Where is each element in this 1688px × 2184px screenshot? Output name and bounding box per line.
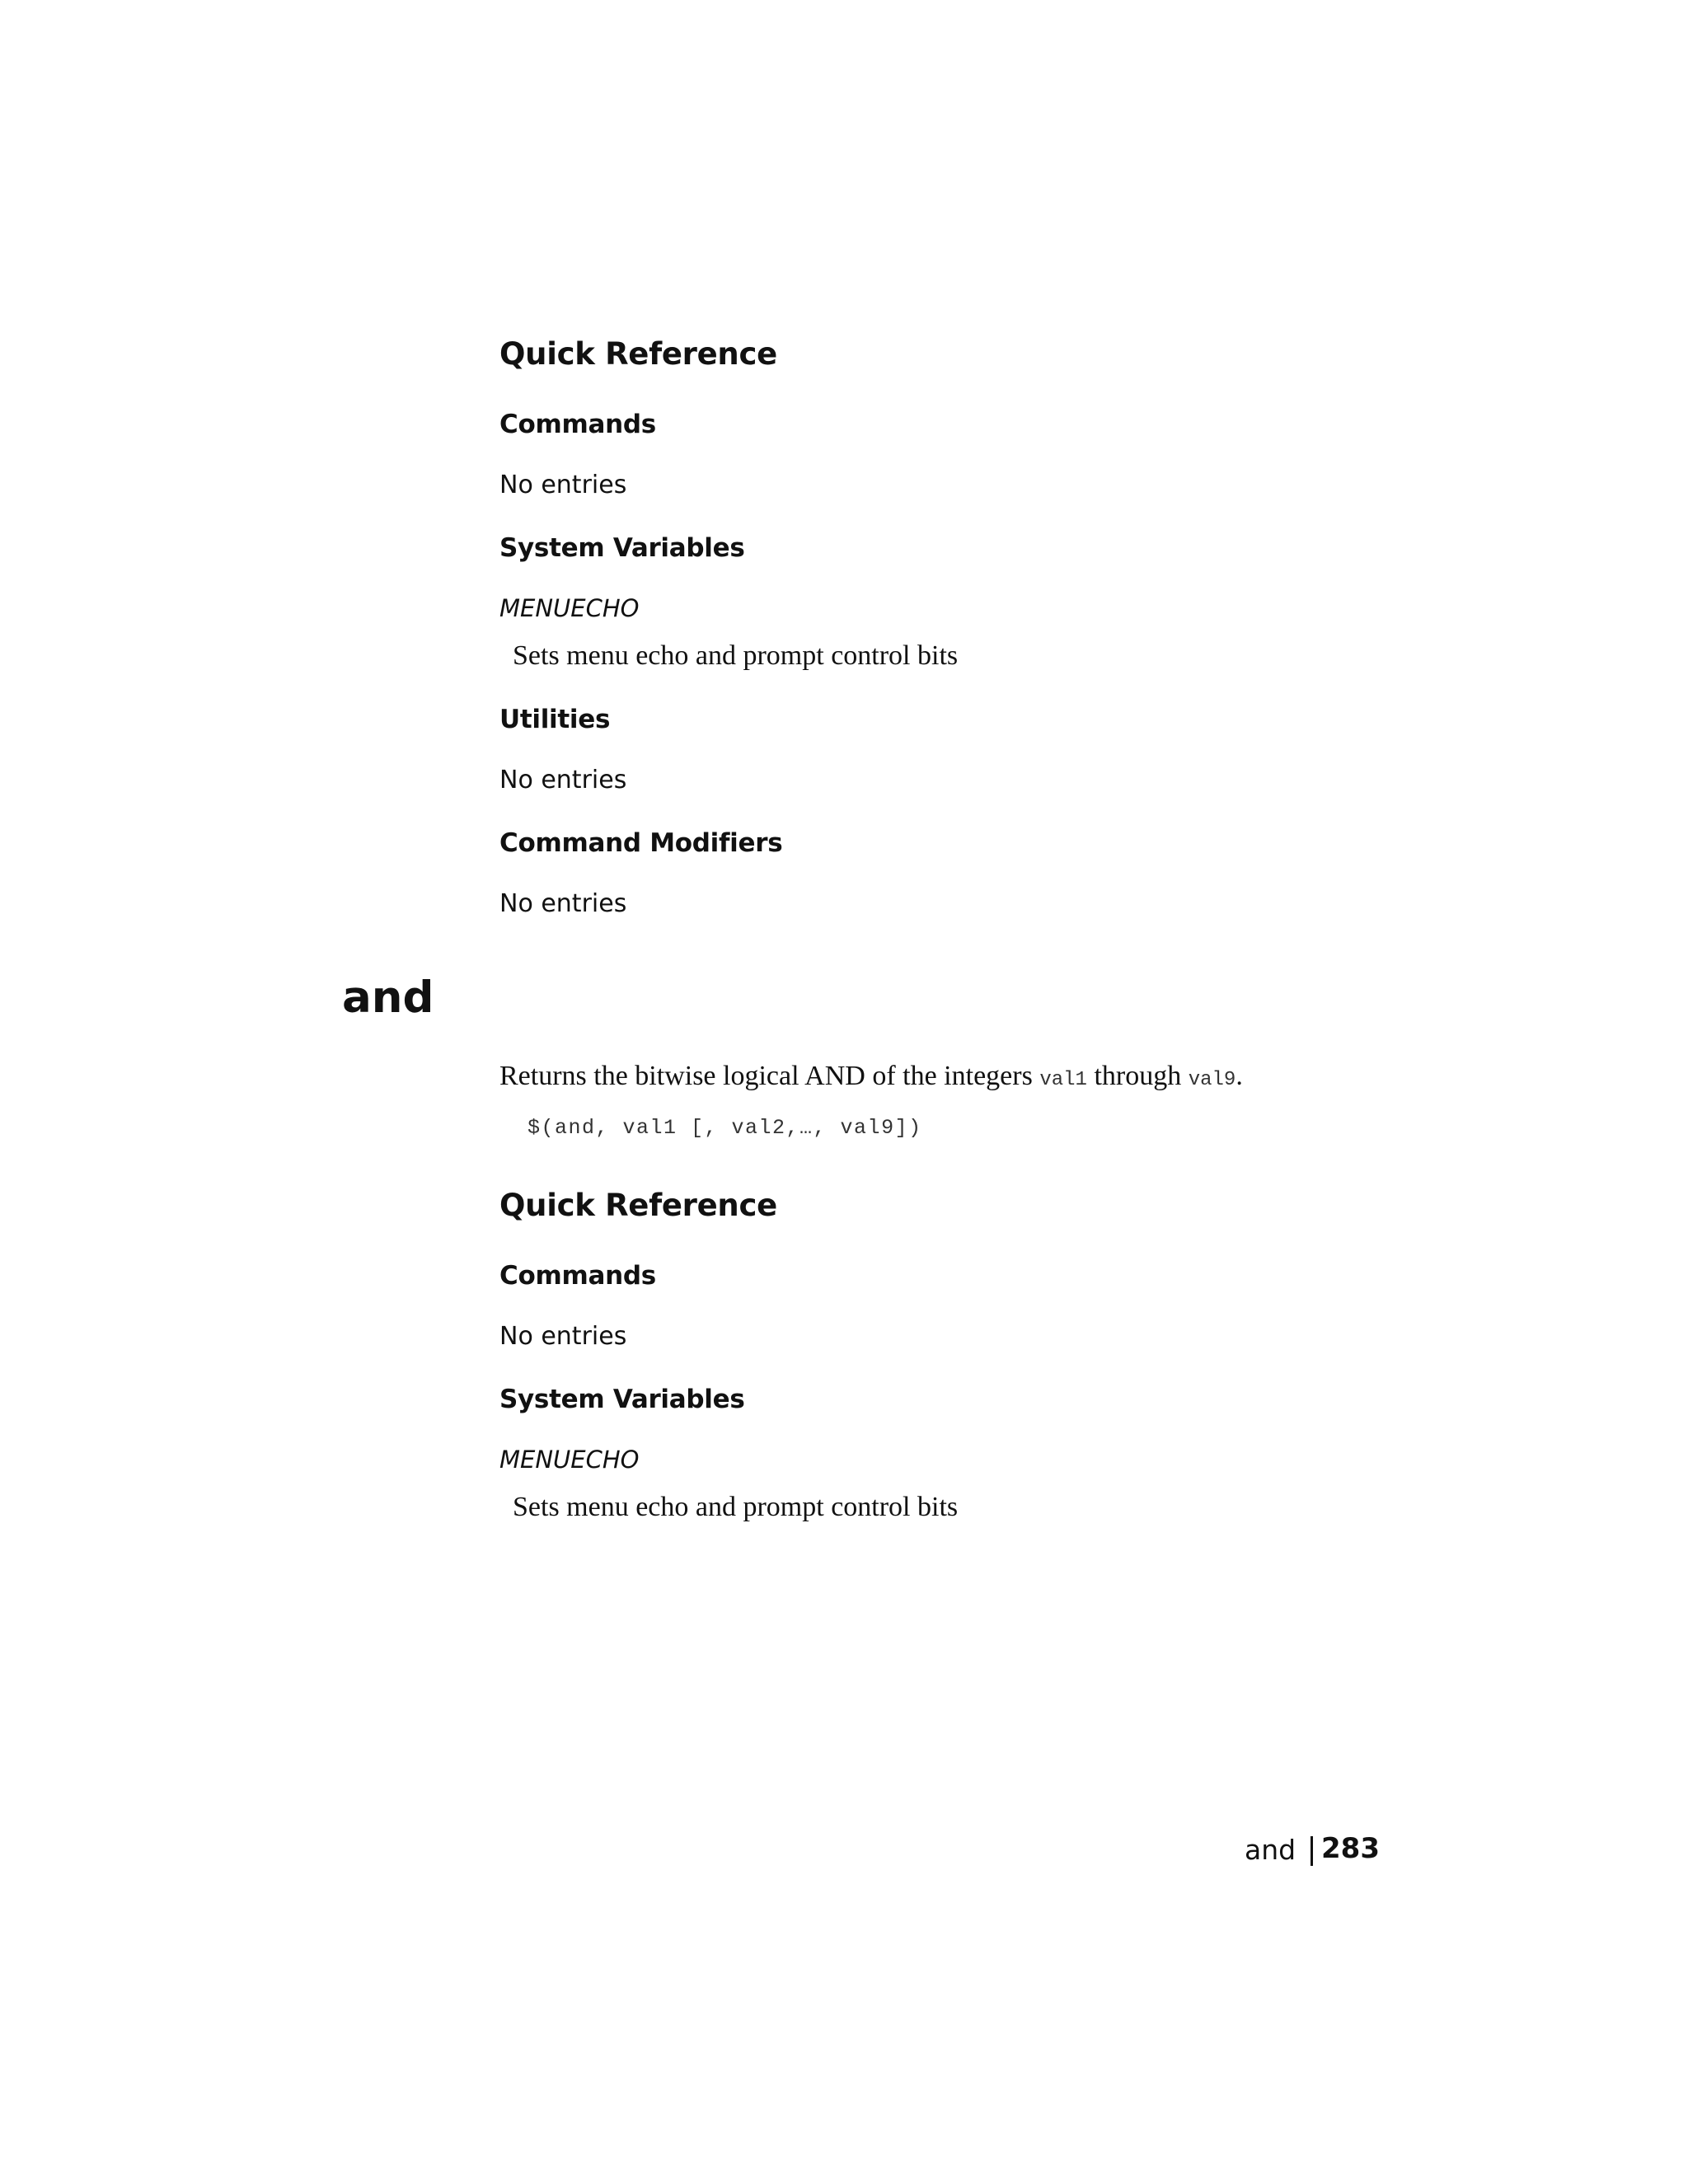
commands-heading: Commands [499, 410, 656, 439]
page-number: 283 [1321, 1832, 1380, 1865]
sysvar-name: MENUECHO [499, 594, 640, 622]
sysvar-description: Sets menu echo and prompt control bits [513, 640, 959, 671]
footer-label: and [1245, 1834, 1296, 1866]
command-modifiers-entry: No entries [499, 889, 627, 918]
commands-heading-2: Commands [499, 1261, 656, 1291]
entry-description [499, 1061, 1243, 1092]
description-text-start: Returns the bitwise logical AND of the integers [499, 1061, 1040, 1091]
utilities-entry: No entries [499, 766, 627, 794]
quick-reference-heading: Quick Reference [499, 336, 777, 372]
syntax-code: $(and, val1 [, val2,…, val9]) [528, 1116, 922, 1140]
commands-entry-2: No entries [499, 1322, 627, 1351]
footer-separator [1311, 1836, 1313, 1866]
sysvar-description-2: Sets menu echo and prompt control bits [513, 1492, 959, 1522]
inline-code-val1: val1 [1039, 1069, 1087, 1091]
command-modifiers-heading: Command Modifiers [499, 828, 783, 858]
entry-title: and [342, 972, 434, 1023]
description-text-middle: through [1086, 1061, 1189, 1091]
inline-code-val9: val9 [1188, 1069, 1236, 1091]
quick-reference-heading-2: Quick Reference [499, 1188, 777, 1223]
commands-entry: No entries [499, 471, 627, 499]
utilities-heading: Utilities [499, 705, 611, 734]
system-variables-heading-2: System Variables [499, 1385, 745, 1414]
description-text-end: . [1236, 1061, 1243, 1091]
system-variables-heading: System Variables [499, 533, 745, 563]
sysvar-name-2: MENUECHO [499, 1446, 640, 1474]
